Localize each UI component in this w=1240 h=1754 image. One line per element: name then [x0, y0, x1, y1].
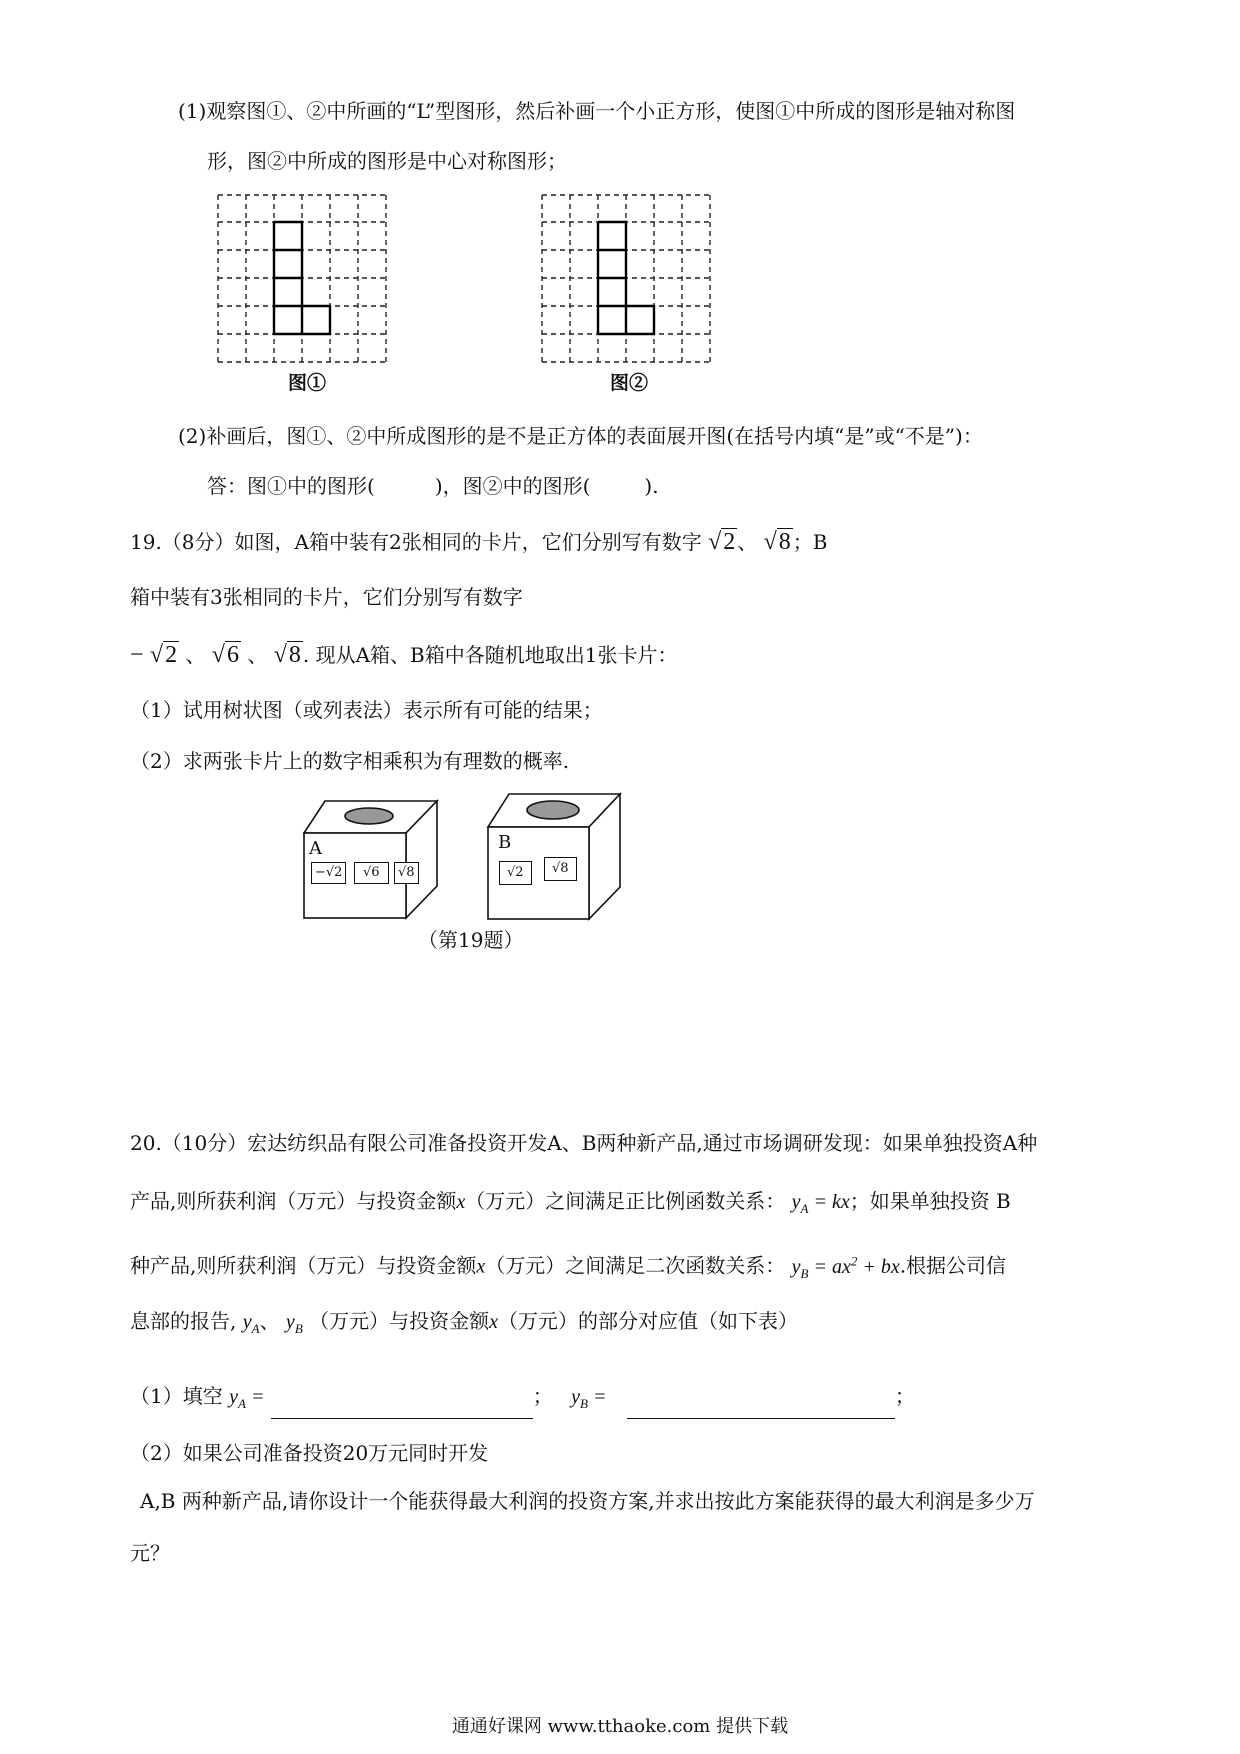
q20-line4-mid: （万元）与投资金额	[309, 1309, 490, 1333]
yb-exponent: 2	[850, 1253, 858, 1268]
ya-subscript: A	[800, 1201, 809, 1216]
sqrt-8-expression-b: √8	[273, 642, 301, 668]
ya-symbol: y	[791, 1191, 801, 1213]
sqrt-6-radicand: 6	[226, 642, 239, 668]
yb-fill-sub: B	[580, 1396, 588, 1411]
sqrt-6-expression: √6	[211, 642, 239, 668]
q19-line3-sep2: 、	[247, 643, 268, 667]
q18-answer-a: 答：图①中的图形(	[207, 474, 375, 498]
q20-line1: 20.（10分）宏达纺织品有限公司准备投资开发A、B两种新产品,通过市场调研发现：如果单独投资A种	[130, 1131, 1038, 1155]
figure-1-grid	[210, 190, 390, 370]
card-b1: √2	[499, 861, 532, 885]
q19-line3	[130, 640, 677, 670]
card-a1: −√2	[311, 862, 346, 884]
q20-line4-pre: 息部的报告,	[130, 1309, 237, 1333]
q20-line4-post: （万元）的部分对应值（如下表）	[498, 1309, 799, 1333]
yb-fill-label	[571, 1386, 607, 1411]
q20-part2-line1: （2）如果公司准备投资20万元同时开发	[130, 1441, 489, 1465]
q19-line1-post: ；B	[792, 530, 828, 554]
page-footer: 通通好课网 www.tthaoke.com 提供下载	[451, 1716, 789, 1737]
q18-part2-line1: (2)补画后，图①、②中所成图形的是不是正方体的表面展开图(在括号内填“是”或“不是”)：	[178, 424, 983, 448]
box-a-opening	[345, 808, 393, 824]
q20-line2-post: ；如果单独投资 B	[849, 1189, 1011, 1213]
q20-line3-post: .根据公司信	[899, 1253, 1007, 1278]
figure-2-grid	[534, 190, 714, 370]
var-x-3: x	[489, 1311, 499, 1333]
q18-answer-blank-1[interactable]	[375, 479, 435, 501]
card-a3: √8	[394, 862, 419, 884]
q20-line4-sep: 、	[259, 1309, 280, 1333]
ya-fill-eq: =	[245, 1386, 265, 1408]
ya-letter: y	[242, 1311, 252, 1333]
q20-part1-pre: （1）填空	[130, 1384, 223, 1408]
ya-symbol-2	[242, 1311, 260, 1336]
ya-fill-label	[229, 1386, 265, 1411]
q18-part1-line2: 形，图②中所成的图形是中心对称图形；	[207, 149, 567, 173]
sqrt-2-radicand: 2	[723, 529, 736, 555]
yb-symbol: y	[791, 1255, 801, 1278]
box-a-illustration	[303, 800, 443, 920]
q20-line2	[130, 1186, 1011, 1224]
formula-ya-kx	[791, 1191, 850, 1216]
formula-yb-quadratic	[791, 1253, 900, 1281]
card-a2: √6	[354, 862, 389, 884]
q20-part2-line3: 元？	[130, 1541, 170, 1565]
q19-figure-caption: （第19题）	[418, 928, 524, 952]
q20-part1-sep: ；	[532, 1384, 553, 1408]
q19-part2: （2）求两张卡片上的数字相乘积为有理数的概率.	[130, 749, 570, 773]
q19-minus-sign: −	[130, 642, 144, 668]
sqrt-2-expression: √2	[708, 529, 736, 555]
sqrt-8-expression: √8	[763, 529, 791, 555]
yb-fill-letter: y	[571, 1386, 581, 1408]
q19-line3-sep1: 、	[185, 643, 206, 667]
q18-answer-line	[207, 471, 659, 501]
yb-fill-eq: =	[588, 1386, 607, 1408]
ya-fill-sub: A	[237, 1396, 246, 1411]
yb-symbol-2	[285, 1311, 303, 1336]
q20-line2-pre: 产品,则所获利润（万元）与投资金额	[130, 1189, 457, 1213]
q19-line1-pre: 19.（8分）如图，A箱中装有2张相同的卡片，它们分别写有数字	[130, 530, 702, 554]
var-x-2: x	[476, 1255, 486, 1278]
q20-line4	[130, 1306, 798, 1344]
q20-line3	[130, 1246, 1006, 1289]
q20-line3-mid: （万元）之间满足二次函数关系：	[485, 1253, 786, 1278]
ya-answer-blank[interactable]	[271, 1396, 533, 1419]
q19-line2: 箱中装有3张相同的卡片，它们分别写有数字	[130, 585, 523, 609]
sqrt-8-radicand-b: 8	[288, 642, 301, 668]
q18-answer-blank-2[interactable]	[590, 479, 644, 501]
yb-answer-blank[interactable]	[627, 1396, 895, 1419]
box-b-opening	[527, 801, 579, 819]
q19-part1: （1）试用树状图（或列表法）表示所有可能的结果；	[130, 698, 603, 722]
sqrt-8-radicand: 8	[778, 529, 791, 555]
q19-line1	[130, 527, 827, 557]
sqrt-2-expression-b: √2	[149, 642, 178, 668]
q19-line1-sep: 、	[737, 530, 758, 554]
figure-1-caption: 图①	[288, 372, 327, 394]
figure-2-caption: 图②	[610, 372, 649, 394]
q18-answer-b: )，图②中的图形(	[434, 474, 591, 498]
box-b-label: B	[498, 832, 512, 853]
q19-line3-post: . 现从A箱、B箱中各随机地取出1张卡片：	[302, 643, 678, 667]
q20-part1-end: ；	[894, 1384, 915, 1408]
box-a-label: A	[309, 838, 322, 859]
var-x: x	[456, 1191, 466, 1213]
ya-rhs: = kx	[813, 1191, 850, 1213]
sqrt-2-radicand-b: 2	[165, 642, 178, 668]
q20-part2-line2: A,B 两种新产品,请你设计一个能获得最大利润的投资方案,并求出按此方案能获得的最大利润是多少万	[140, 1489, 1035, 1513]
yb-rhs-b: + bx	[857, 1255, 900, 1278]
card-b2: √8	[544, 857, 577, 881]
yb-letter: y	[285, 1311, 295, 1333]
ya-fill-letter: y	[229, 1386, 238, 1408]
yb-rhs-a: = ax	[813, 1255, 851, 1278]
yb-subscript: B	[800, 1265, 809, 1281]
q20-line2-mid: （万元）之间满足正比例函数关系：	[465, 1189, 786, 1213]
yb-sub-2: B	[294, 1321, 303, 1336]
q18-part1-line1: (1)观察图①、②中所画的“L”型图形，然后补画一个小正方形，使图①中所成的图形是轴对称图	[178, 99, 1016, 123]
q20-part1-line	[130, 1381, 915, 1419]
q18-answer-c: ).	[644, 474, 659, 498]
q20-line3-pre: 种产品,则所获利润（万元）与投资金额	[130, 1253, 477, 1278]
ya-sub-2: A	[251, 1321, 260, 1336]
